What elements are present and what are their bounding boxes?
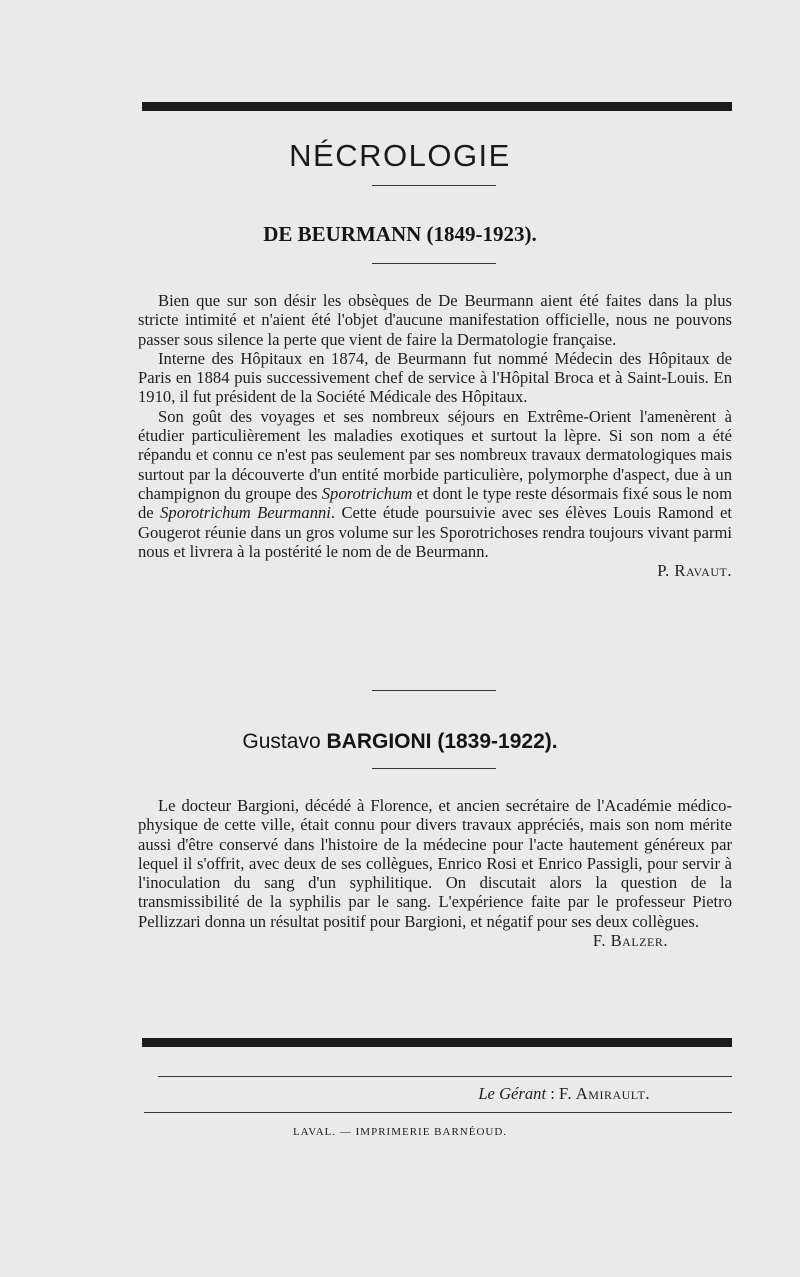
italic-term: Sporotrichum Beurmanni — [160, 503, 331, 523]
article2-heading-rule — [372, 768, 496, 769]
gerant-label: Le Gérant — [478, 1084, 547, 1103]
printer-imprint: LAVAL. — IMPRIMERIE BARNÉOUD. — [292, 1126, 508, 1138]
article1-signature: P. Ravaut. — [657, 561, 732, 581]
gerant-line — [140, 1084, 650, 1104]
text-run: Son goût des voyages et ses nombreux séjours en Extrême-Orient l'amenèrent à étudier particulièrement les maladies exotiques et surtout la lèpre. Si son nom a été répandu et connu ce n'est pas seulement par ses nombreux travaux dermatologiques mais surtout par la découverte d'un entité morbide particulière, polymorphe d'aspect, due à un champignon du groupe des — [138, 406, 732, 503]
gerant-separator: : — [546, 1084, 560, 1103]
article1-paragraph: Interne des Hôpitaux en 1874, de Beurmann fut nommé Médecin des Hôpitaux de Paris en 1884 puis successivement chef de service à l'Hôpital Broca et à Saint-Louis. En 1910, il fut président de la Société Médicale des Hôpitaux. — [138, 348, 732, 407]
article1-heading-rule — [372, 263, 496, 264]
article1-paragraph — [138, 407, 732, 561]
article2-dates: (1839-1922). — [437, 730, 558, 753]
article1-heading: DE BEURMANN (1849-1923). — [263, 222, 537, 246]
article1-paragraph: Bien que sur son désir les obsèques de De Beurmann aient été faites dans la plus stricte intimité et n'aient été l'objet d'aucune manifestation officielle, nous ne pouvons passer sous silence la perte que vient de faire la Dermatologie française. — [138, 291, 732, 349]
italic-term: Sporotrichum — [321, 483, 413, 503]
top-rule — [142, 102, 732, 111]
article2-signature: F. Balzer. — [592, 931, 668, 951]
article2-paragraph: Le docteur Bargioni, décédé à Florence, et ancien secrétaire de l'Académie médico-physique de cette ville, était connu pour divers travaux appréciés, mais son nom mérite aussi d'être conservé dans l'histoire de la médecine pour l'acte hautement généreux par lequel il s'offrit, avec deux de ses collègues, Enrico Rosi et Enrico Passigli, pour servir à l'inoculation du sang d'un syphilitique. On discutait alors la question de la transmissibilité de la syphilis par le sang. L'expérience faite par le professeur Pietro Pellizzari donna un résultat positif pour Bargioni, et négatif pour ses deux collègues. — [138, 796, 732, 931]
article-separator — [372, 690, 496, 691]
footer-rule-bottom — [144, 1112, 732, 1113]
article1-body — [138, 291, 732, 580]
section-title: NÉCROLOGIE — [289, 138, 511, 173]
gerant-name: F. Amirault. — [559, 1084, 650, 1103]
article2-first-name: Gustavo — [242, 730, 321, 753]
bottom-rule — [142, 1038, 732, 1047]
text-run: et dont le type reste désormais fixé sous le nom de — [138, 483, 732, 523]
article2-heading — [0, 730, 800, 754]
article2-surname: BARGIONI — [326, 730, 432, 753]
article2-body — [138, 796, 732, 950]
text-run: . Cette étude poursuivie avec ses élèves Louis Ramond et Gougerot réunie dans un gros volume sur les Sporotrichoses rendra toujours vivant parmi nous et livrera à la postérité le nom de de Beurmann. — [138, 503, 732, 561]
title-underline — [372, 185, 496, 186]
footer-rule-top — [158, 1076, 732, 1077]
